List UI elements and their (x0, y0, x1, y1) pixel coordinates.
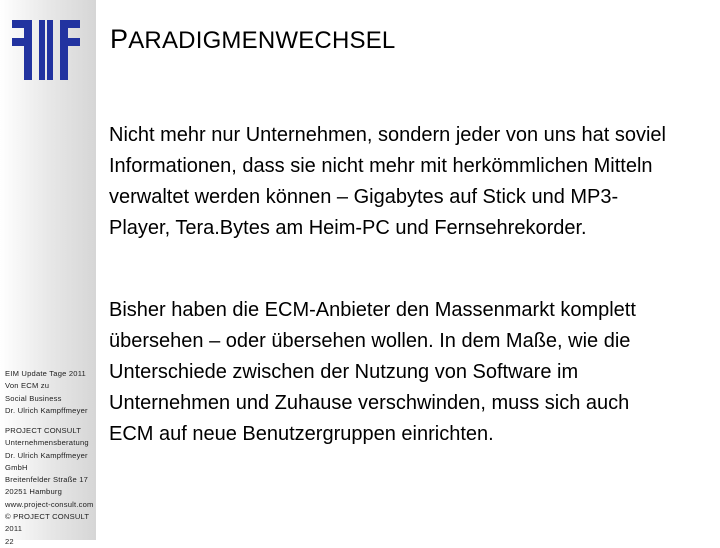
company-line: 20251 Hamburg (5, 487, 63, 497)
slide-number: 22 (5, 536, 14, 546)
title-rest: ARADIGMENWECHSEL (128, 27, 396, 54)
title-initial: P (110, 24, 129, 54)
company-line: Dr. Ulrich Kampffmeyer (5, 450, 88, 460)
event-line: Von ECM zu (5, 381, 50, 391)
slide-title (110, 24, 395, 55)
company-line: Unternehmensberatung (5, 438, 89, 448)
company-website: www.project-consult.com (5, 499, 94, 509)
copyright-line: © PROJECT CONSULT (5, 512, 90, 522)
company-line: GmbH (5, 462, 28, 472)
body-paragraph-1: Nicht mehr nur Unternehmen, sondern jeder von uns hat soviel Informationen, dass sie nicht mehr mit herkömmlichen Mitteln verwaltet werden können – Gigabytes auf Stick und MP3-Player, Tera.Bytes am Heim-PC und Fernsehrekorder. (109, 124, 666, 239)
event-line: Social Business (5, 393, 62, 403)
company-logo (12, 20, 80, 80)
company-info (5, 425, 97, 548)
left-sidebar (0, 0, 96, 546)
event-line: EIM Update Tage 2011 (5, 369, 86, 378)
body-paragraph-2: Bisher haben die ECM-Anbieter den Massenmarkt komplett übersehen – oder übersehen wollen. In dem Maße, wie die Unterschiede zwischen der Nutzung von Software im Unternehmen und Zuhause verschwinden, muss sich auch ECM auf neue Benutzergruppen einrichten. (109, 299, 636, 445)
company-line: PROJECT CONSULT (5, 426, 82, 435)
event-line: Dr. Ulrich Kampffmeyer (5, 405, 88, 415)
company-line: Breitenfelder Straße 17 (5, 475, 89, 485)
year-line: 2011 (5, 524, 23, 534)
event-info (5, 368, 97, 417)
